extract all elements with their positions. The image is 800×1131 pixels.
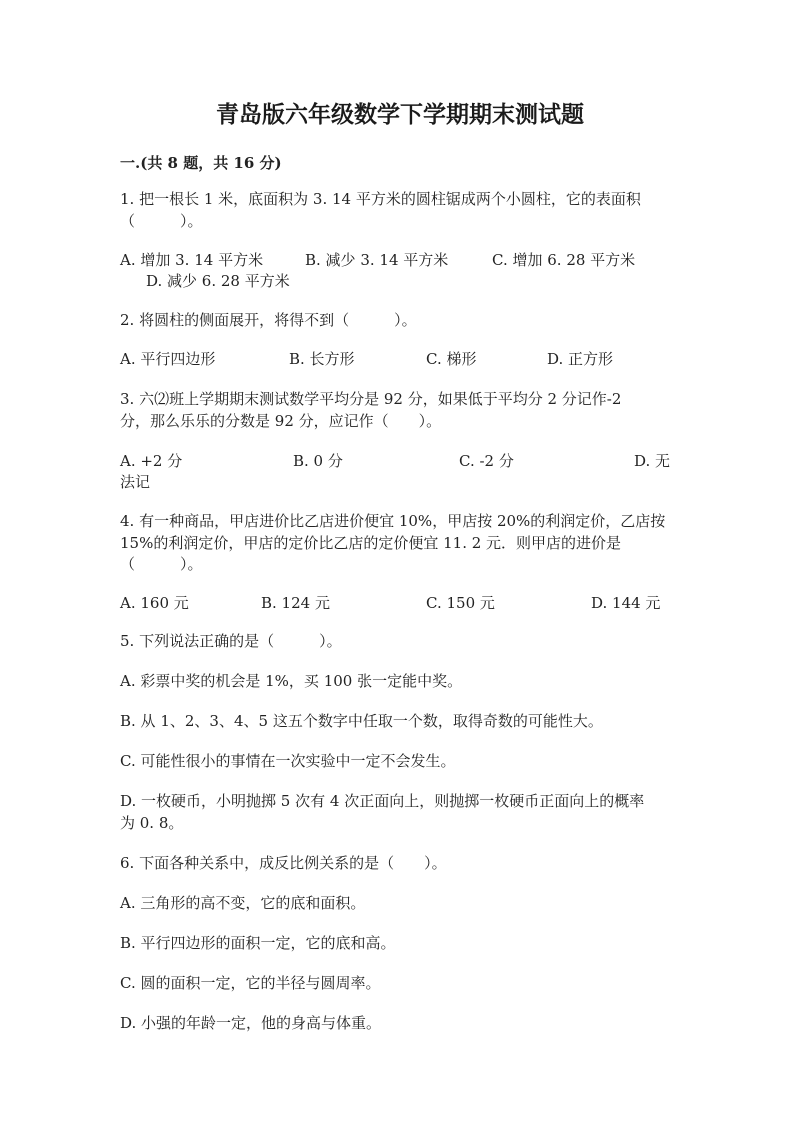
question-4-text-cont: 15%的利润定价，甲店的定价比乙店的定价便宜 11. 2 元．则甲店的进价是 <box>120 534 622 552</box>
question-2-option-b: B. 长方形 <box>289 350 355 368</box>
question-4-option-b: B. 124 元 <box>261 594 330 612</box>
question-2-text: 2. 将圆柱的侧面展开，将得不到（ ）。 <box>120 311 417 329</box>
question-3-option-a: A. +2 分 <box>120 452 183 470</box>
question-5-option-d-cont: 为 0. 8。 <box>120 814 184 832</box>
question-6-option-c: C. 圆的面积一定，它的半径与圆周率。 <box>120 974 381 992</box>
question-2-option-a: A. 平行四边形 <box>120 350 216 368</box>
question-5-option-b: B. 从 1、2、3、4、5 这五个数字中任取一个数，取得奇数的可能性大。 <box>120 712 603 730</box>
question-1-option-c: C. 增加 6. 28 平方米 <box>492 251 636 269</box>
question-3-text-cont: 分，那么乐乐的分数是 92 分，应记作（ ）。 <box>120 412 442 430</box>
question-5-option-c: C. 可能性很小的事情在一次实验中一定不会发生。 <box>120 752 456 770</box>
question-6-text: 6. 下面各种关系中，成反比例关系的是（ ）。 <box>120 854 447 872</box>
question-4-option-d: D. 144 元 <box>591 594 661 612</box>
question-1-text: 1. 把一根长 1 米，底面积为 3. 14 平方米的圆柱锯成两个小圆柱，它的表面积 <box>120 190 641 208</box>
question-5-option-a: A. 彩票中奖的机会是 1%，买 100 张一定能中奖。 <box>120 672 463 690</box>
question-6-option-d: D. 小强的年龄一定，他的身高与体重。 <box>120 1014 382 1032</box>
question-4-text: 4. 有一种商品，甲店进价比乙店进价便宜 10%，甲店按 20%的利润定价，乙店按 <box>120 512 666 530</box>
question-3-option-c: C. -2 分 <box>459 452 514 470</box>
question-1-option-a: A. 增加 3. 14 平方米 <box>120 251 264 269</box>
section-heading: 一.(共 8 题，共 16 分) <box>120 154 282 172</box>
question-1-option-d: D. 减少 6. 28 平方米 <box>146 272 290 290</box>
question-3-option-d: D. 无 <box>634 452 671 470</box>
question-4-text-cont-2: （ ）。 <box>120 555 203 573</box>
question-5-text: 5. 下列说法正确的是（ ）。 <box>120 632 342 650</box>
question-2-option-d: D. 正方形 <box>547 350 614 368</box>
question-4-option-a: A. 160 元 <box>120 594 189 612</box>
question-3-option-b: B. 0 分 <box>293 452 343 470</box>
question-1-text-cont: （ ）。 <box>120 212 203 230</box>
question-4-option-c: C. 150 元 <box>426 594 495 612</box>
question-6-option-a: A. 三角形的高不变，它的底和面积。 <box>120 894 366 912</box>
question-5-option-d: D. 一枚硬币，小明抛掷 5 次有 4 次正面向上，则抛掷一枚硬币正面向上的概率 <box>120 792 645 810</box>
question-2-option-c: C. 梯形 <box>426 350 477 368</box>
question-3-option-d-wrap: 法记 <box>120 473 151 491</box>
question-1-option-b: B. 减少 3. 14 平方米 <box>305 251 449 269</box>
question-3-text: 3. 六⑵班上学期期末测试数学平均分是 92 分，如果低于平均分 2 分记作-2 <box>120 390 622 408</box>
question-6-option-b: B. 平行四边形的面积一定，它的底和高。 <box>120 934 396 952</box>
page-title: 青岛版六年级数学下学期期末测试题 <box>216 101 584 128</box>
